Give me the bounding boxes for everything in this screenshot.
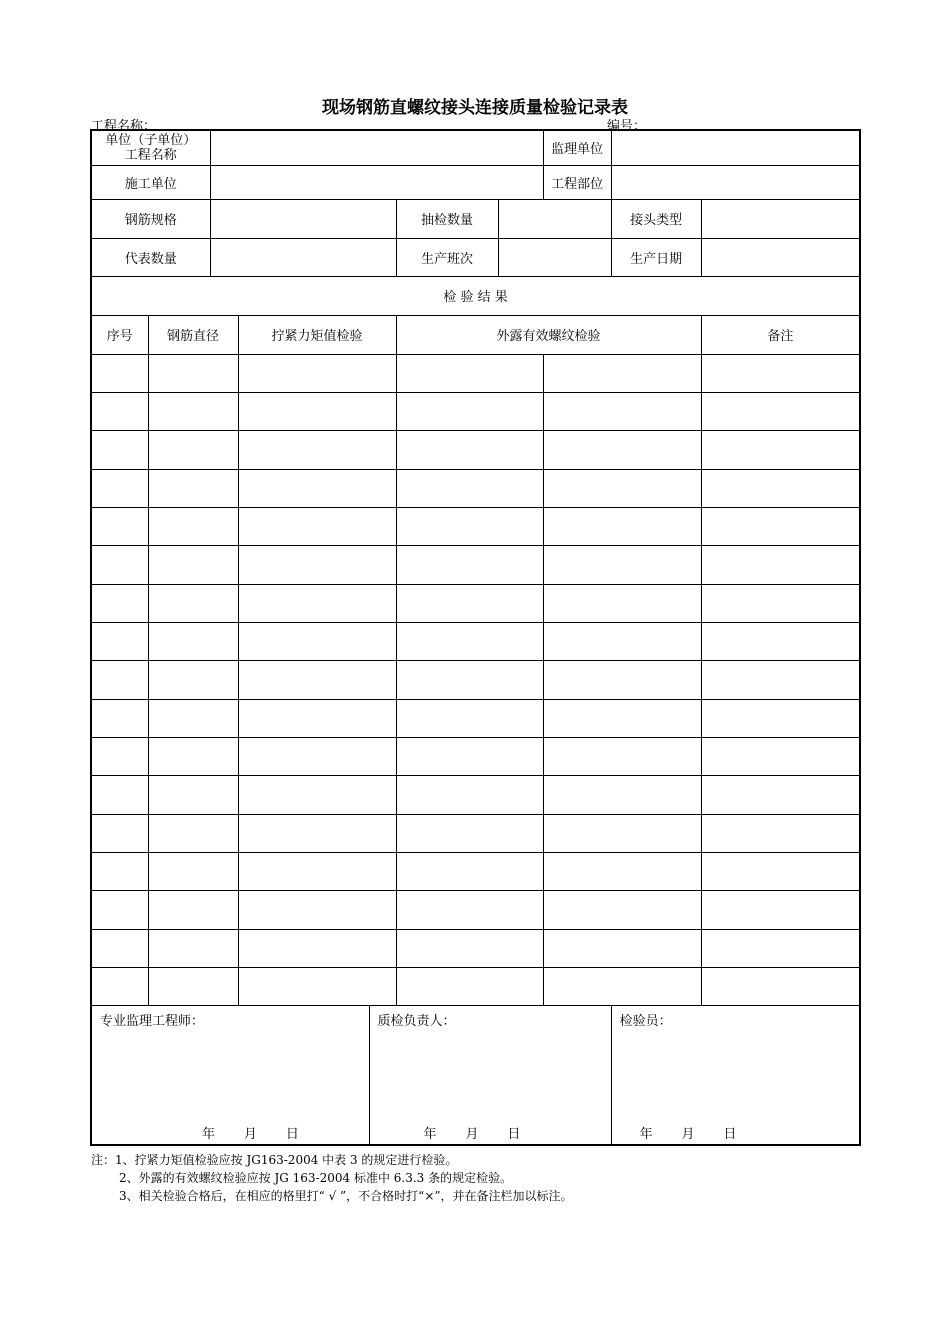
production-date-value[interactable] (701, 238, 860, 276)
note-line-2: 2、外露的有效螺纹检验应按 JG 163-2004 标准中 6.3.3 条的规定检验。 (119, 1171, 513, 1185)
table-row (91, 814, 860, 852)
diameter-cell[interactable] (148, 891, 238, 929)
sample-qty-label: 抽检数量 (396, 199, 498, 238)
table-row (91, 431, 860, 469)
production-batch-label: 生产班次 (396, 238, 498, 276)
seq-cell[interactable] (91, 507, 148, 545)
supervision-unit-value[interactable] (611, 130, 860, 165)
thread-cell-a[interactable] (396, 392, 543, 430)
torque-cell[interactable] (238, 776, 396, 814)
thread-cell-a[interactable] (396, 968, 543, 1006)
form-title: 现场钢筋直螺纹接头连接质量检验记录表 (322, 98, 628, 118)
table-row (91, 661, 860, 699)
inspector-signature-cell[interactable] (611, 1006, 860, 1145)
torque-cell[interactable] (238, 469, 396, 507)
thread-cell-b[interactable] (543, 507, 701, 545)
diameter-cell[interactable] (148, 622, 238, 660)
diameter-cell[interactable] (148, 392, 238, 430)
remark-cell[interactable] (701, 584, 860, 622)
col-seq-header: 序号 (91, 315, 148, 354)
remark-cell[interactable] (701, 852, 860, 890)
torque-cell[interactable] (238, 431, 396, 469)
thread-cell-a[interactable] (396, 546, 543, 584)
unit-name-value[interactable] (210, 130, 543, 165)
seq-cell[interactable] (91, 546, 148, 584)
remark-cell[interactable] (701, 507, 860, 545)
torque-cell[interactable] (238, 852, 396, 890)
table-row (91, 546, 860, 584)
seq-cell[interactable] (91, 392, 148, 430)
thread-cell-b[interactable] (543, 776, 701, 814)
thread-cell-a[interactable] (396, 622, 543, 660)
table-row (91, 929, 860, 967)
table-row (91, 852, 860, 890)
thread-cell-a[interactable] (396, 776, 543, 814)
torque-cell[interactable] (238, 622, 396, 660)
col-thread-header: 外露有效螺纹检验 (396, 315, 701, 354)
construction-unit-value[interactable] (210, 165, 543, 199)
thread-cell-a[interactable] (396, 737, 543, 775)
remark-cell[interactable] (701, 469, 860, 507)
engineer-label: 专业监理工程师： (100, 1014, 205, 1030)
diameter-cell[interactable] (148, 699, 238, 737)
joint-type-label: 接头类型 (611, 199, 701, 238)
results-title: 检 验 结 果 (91, 276, 860, 315)
thread-cell-b[interactable] (543, 661, 701, 699)
thread-cell-b[interactable] (543, 891, 701, 929)
construction-unit-label: 施工单位 (91, 165, 210, 199)
torque-cell[interactable] (238, 546, 396, 584)
thread-cell-a[interactable] (396, 929, 543, 967)
seq-cell[interactable] (91, 431, 148, 469)
seq-cell[interactable] (91, 929, 148, 967)
project-name-label: 工程名称： (91, 119, 157, 134)
seq-cell[interactable] (91, 968, 148, 1006)
table-row (91, 776, 860, 814)
thread-cell-b[interactable] (543, 699, 701, 737)
table-row (91, 891, 860, 929)
thread-cell-a[interactable] (396, 469, 543, 507)
torque-cell[interactable] (238, 392, 396, 430)
project-part-label: 工程部位 (543, 165, 611, 199)
diameter-cell[interactable] (148, 546, 238, 584)
thread-cell-b[interactable] (543, 354, 701, 392)
represent-qty-value[interactable] (210, 238, 396, 276)
diameter-cell[interactable] (148, 929, 238, 967)
thread-cell-a[interactable] (396, 661, 543, 699)
col-diameter-header: 钢筋直径 (148, 315, 238, 354)
torque-cell[interactable] (238, 737, 396, 775)
table-row (91, 699, 860, 737)
joint-type-value[interactable] (701, 199, 860, 238)
quality-label: 质检负责人： (377, 1014, 456, 1030)
seq-cell[interactable] (91, 661, 148, 699)
torque-cell[interactable] (238, 354, 396, 392)
thread-cell-b[interactable] (543, 814, 701, 852)
thread-cell-b[interactable] (543, 431, 701, 469)
diameter-cell[interactable] (148, 968, 238, 1006)
inspection-form-table (90, 129, 861, 1146)
engineer-date: 年 月 日 (202, 1126, 299, 1142)
unit-name-label: 单位（子单位） 工程名称 (91, 130, 210, 165)
seq-cell[interactable] (91, 891, 148, 929)
seq-cell[interactable] (91, 622, 148, 660)
sample-qty-value[interactable] (498, 199, 611, 238)
production-date-label: 生产日期 (611, 238, 701, 276)
table-row (91, 392, 860, 430)
seq-cell[interactable] (91, 699, 148, 737)
thread-cell-a[interactable] (396, 507, 543, 545)
number-label: 编号： (607, 119, 647, 134)
seq-cell[interactable] (91, 852, 148, 890)
remark-cell[interactable] (701, 392, 860, 430)
diameter-cell[interactable] (148, 431, 238, 469)
col-torque-header: 拧紧力矩值检验 (238, 315, 396, 354)
thread-cell-a[interactable] (396, 584, 543, 622)
table-row (91, 469, 860, 507)
thread-cell-a[interactable] (396, 891, 543, 929)
rebar-spec-value[interactable] (210, 199, 396, 238)
diameter-cell[interactable] (148, 661, 238, 699)
thread-cell-b[interactable] (543, 546, 701, 584)
thread-cell-a[interactable] (396, 431, 543, 469)
remark-cell[interactable] (701, 661, 860, 699)
table-row (91, 507, 860, 545)
supervision-unit-label: 监理单位 (543, 130, 611, 165)
table-row (91, 354, 860, 392)
torque-cell[interactable] (238, 968, 396, 1006)
thread-cell-b[interactable] (543, 968, 701, 1006)
remark-cell[interactable] (701, 929, 860, 967)
project-part-value[interactable] (611, 165, 860, 199)
quality-signature-cell[interactable] (369, 1006, 611, 1145)
col-remark-header: 备注 (701, 315, 860, 354)
thread-cell-b[interactable] (543, 929, 701, 967)
table-row (91, 622, 860, 660)
diameter-cell[interactable] (148, 584, 238, 622)
torque-cell[interactable] (238, 891, 396, 929)
diameter-cell[interactable] (148, 814, 238, 852)
inspector-date: 年 月 日 (639, 1126, 737, 1142)
thread-cell-a[interactable] (396, 354, 543, 392)
thread-cell-b[interactable] (543, 392, 701, 430)
note-line-1: 注：1、拧紧力矩值检验应按 JG163-2004 中表 3 的规定进行检验。 (91, 1153, 458, 1167)
remark-cell[interactable] (701, 546, 860, 584)
table-row (91, 584, 860, 622)
torque-cell[interactable] (238, 814, 396, 852)
diameter-cell[interactable] (148, 507, 238, 545)
table-row (91, 968, 860, 1006)
thread-cell-b[interactable] (543, 469, 701, 507)
thread-cell-b[interactable] (543, 737, 701, 775)
torque-cell[interactable] (238, 929, 396, 967)
rebar-spec-label: 钢筋规格 (91, 199, 210, 238)
remark-cell[interactable] (701, 891, 860, 929)
engineer-signature-cell[interactable] (91, 1006, 369, 1145)
remark-cell[interactable] (701, 431, 860, 469)
remark-cell[interactable] (701, 776, 860, 814)
diameter-cell[interactable] (148, 469, 238, 507)
seq-cell[interactable] (91, 469, 148, 507)
thread-cell-b[interactable] (543, 622, 701, 660)
thread-cell-a[interactable] (396, 699, 543, 737)
torque-cell[interactable] (238, 661, 396, 699)
thread-cell-a[interactable] (396, 814, 543, 852)
thread-cell-b[interactable] (543, 584, 701, 622)
thread-cell-b[interactable] (543, 852, 701, 890)
diameter-cell[interactable] (148, 852, 238, 890)
diameter-cell[interactable] (148, 354, 238, 392)
thread-cell-a[interactable] (396, 852, 543, 890)
torque-cell[interactable] (238, 507, 396, 545)
note-line-3: 3、相关检验合格后，在相应的格里打“ √ ”，不合格时打“×”，并在备注栏加以标注。 (119, 1189, 573, 1203)
table-row (91, 737, 860, 775)
inspector-label: 检验员： (619, 1014, 672, 1030)
remark-cell[interactable] (701, 968, 860, 1006)
diameter-cell[interactable] (148, 737, 238, 775)
remark-cell[interactable] (701, 622, 860, 660)
production-batch-value[interactable] (498, 238, 611, 276)
represent-qty-label: 代表数量 (91, 238, 210, 276)
seq-cell[interactable] (91, 814, 148, 852)
seq-cell[interactable] (91, 354, 148, 392)
torque-cell[interactable] (238, 584, 396, 622)
seq-cell[interactable] (91, 776, 148, 814)
seq-cell[interactable] (91, 584, 148, 622)
seq-cell[interactable] (91, 737, 148, 775)
quality-date: 年 月 日 (423, 1126, 521, 1142)
diameter-cell[interactable] (148, 776, 238, 814)
remark-cell[interactable] (701, 699, 860, 737)
remark-cell[interactable] (701, 814, 860, 852)
remark-cell[interactable] (701, 354, 860, 392)
torque-cell[interactable] (238, 699, 396, 737)
remark-cell[interactable] (701, 737, 860, 775)
